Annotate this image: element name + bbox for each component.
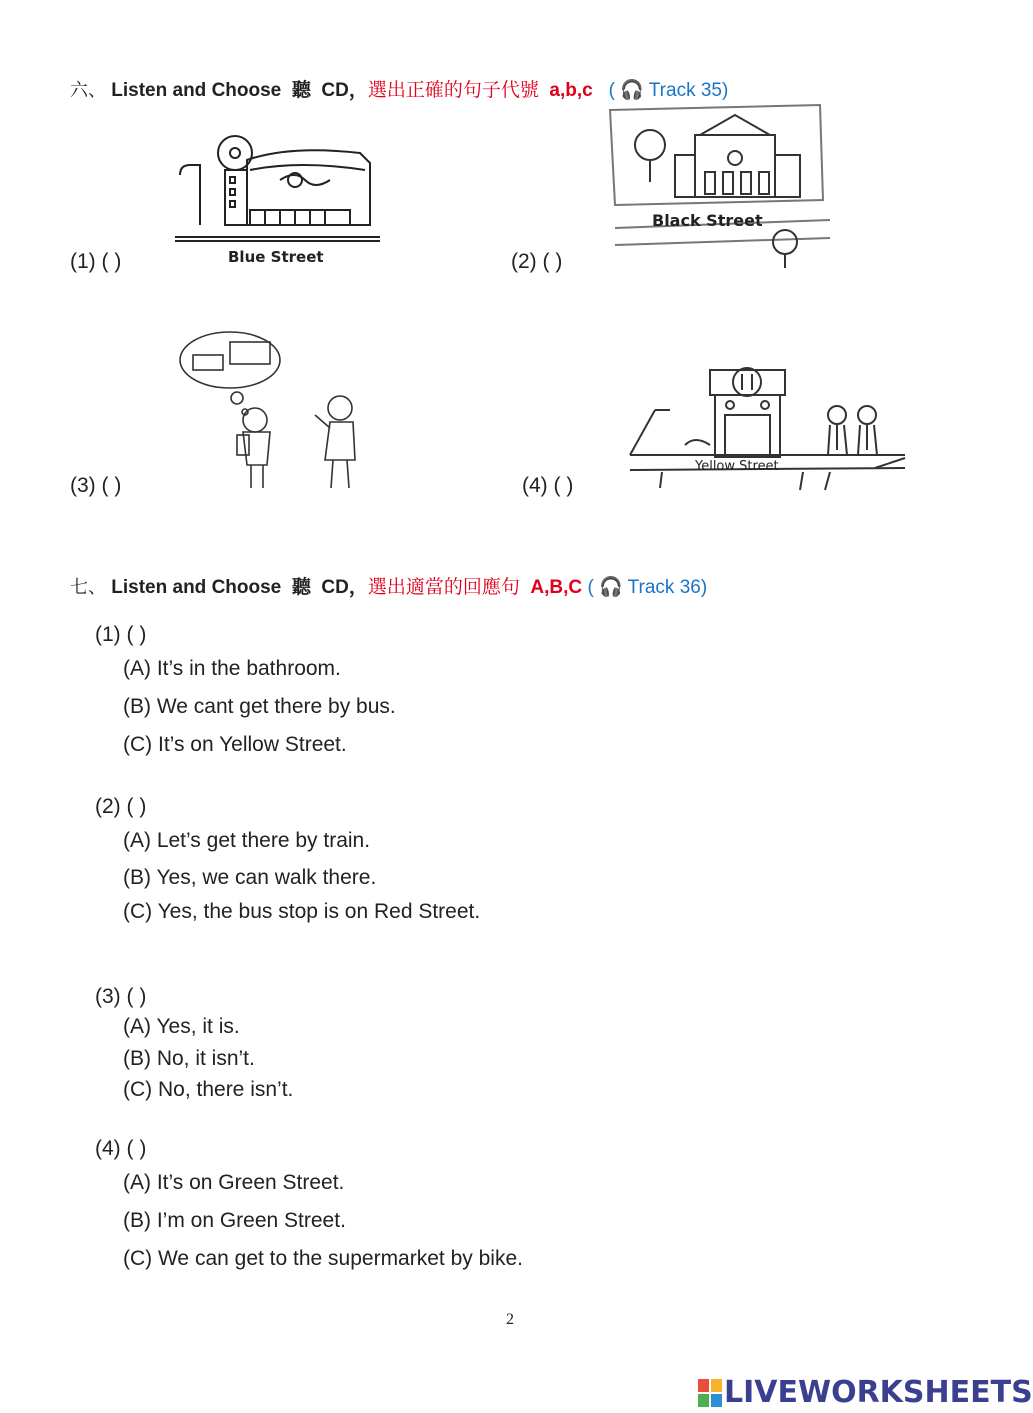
- section6-cd: CD，: [321, 80, 368, 101]
- s7-q3-option-c: (C) No, there isn’t.: [123, 1078, 294, 1101]
- yellow-street-label: Yellow Street: [695, 459, 779, 474]
- section6-track: ( 🎧 Track 35): [608, 80, 729, 101]
- liveworksheets-logo-text: LIVEWORKSHEETS: [724, 1375, 1033, 1410]
- section7-listen: 聽: [291, 577, 311, 598]
- s7-q2-option-a: (A) Let’s get there by train.: [123, 829, 371, 852]
- black-street-label: Black Street: [652, 211, 763, 230]
- section6-number: 六、: [70, 80, 106, 101]
- s6-q1-label: (1) ( ): [70, 250, 122, 273]
- cinema-icon: [170, 125, 385, 270]
- s6-q4-label: (4) ( ): [522, 474, 574, 497]
- s7-q3-option-b: (B) No, it isn’t.: [123, 1047, 255, 1070]
- section6-title: [70, 75, 728, 102]
- s6-q2-label: (2) ( ): [511, 250, 563, 273]
- s7-q4-option-a: (A) It’s on Green Street.: [123, 1171, 345, 1194]
- picture-black-street: [605, 100, 840, 270]
- s7-q1-option-a: (A) It’s in the bathroom.: [123, 657, 341, 680]
- s7-q2-option-b: (B) Yes, we can walk there.: [123, 866, 377, 889]
- liveworksheets-logo-icon: [698, 1379, 722, 1407]
- page-number: 2: [506, 1311, 514, 1328]
- section6-title-en: Listen and Choose: [111, 80, 282, 101]
- picture-cinema: [170, 125, 385, 270]
- s7-q1-option-c: (C) It’s on Yellow Street.: [123, 733, 347, 756]
- s7-q2-option-c: (C) Yes, the bus stop is on Red Street.: [123, 900, 481, 923]
- s7-q4-label: (4) ( ): [95, 1137, 147, 1160]
- section7-track: ( 🎧 Track 36): [587, 577, 708, 598]
- s7-q4-option-b: (B) I’m on Green Street.: [123, 1209, 346, 1232]
- blue-street-label: Blue Street: [228, 248, 324, 266]
- section7-choices: A,B,C: [530, 577, 583, 598]
- section6-listen: 聽: [291, 80, 311, 101]
- section7-title-en: Listen and Choose: [111, 577, 282, 598]
- s6-q3-label: (3) ( ): [70, 474, 122, 497]
- s7-q3-option-a: (A) Yes, it is.: [123, 1015, 240, 1038]
- picture-kids-talking: [175, 330, 370, 495]
- section6-instruction: 選出正確的句子代號: [367, 80, 539, 101]
- section6-choices: a,b,c: [549, 80, 593, 101]
- s7-q2-label: (2) ( ): [95, 795, 147, 818]
- picture-yellow-street: [625, 360, 910, 500]
- s7-q4-option-c: (C) We can get to the supermarket by bike.: [123, 1247, 523, 1270]
- s7-q3-label: (3) ( ): [95, 985, 147, 1008]
- section7-number: 七、: [70, 577, 106, 598]
- s7-q1-option-b: (B) We cant get there by bus.: [123, 695, 396, 718]
- section7-instruction: 選出適當的回應句: [367, 577, 520, 598]
- kids-icon: [175, 330, 370, 495]
- section7-cd: CD，: [321, 577, 368, 598]
- s7-q1-label: (1) ( ): [95, 623, 147, 646]
- liveworksheets-logo: [698, 1375, 1033, 1410]
- section7-title: [70, 572, 707, 599]
